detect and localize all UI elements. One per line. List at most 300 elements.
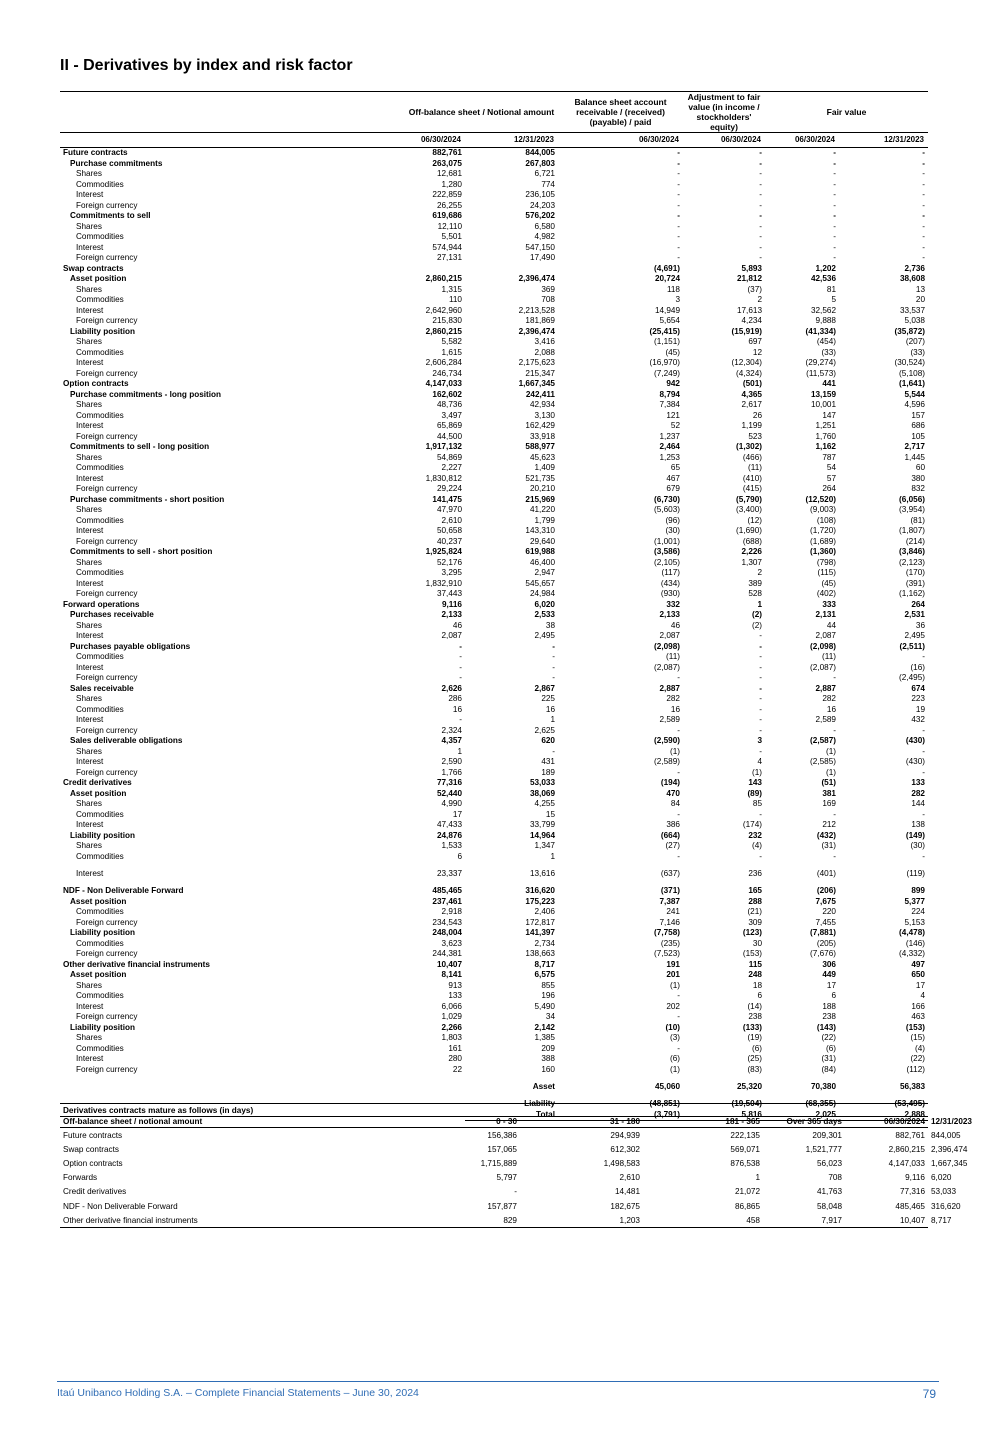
cell-value: -: [677, 991, 680, 1000]
row-label: Asset position: [70, 896, 127, 906]
cell-value: 1,280: [441, 179, 462, 189]
row-label: Interest: [76, 358, 104, 367]
cell-value: -: [759, 673, 762, 682]
cell-value: (410): [742, 473, 762, 483]
cell-value: 306: [822, 959, 836, 969]
row-label: Asset position: [70, 970, 127, 979]
maturity-row: Swap contracts 157,065 612,302 569,071 1,521,777 2,860,215 2,396,474: [60, 1142, 928, 1156]
cell-value: 1,760: [815, 431, 836, 441]
cell-value: 2,087: [659, 631, 680, 640]
cell-value: 30: [752, 938, 762, 948]
cell-value: 23,337: [436, 869, 462, 878]
maturity-value: 7,917: [763, 1213, 845, 1228]
cell-value: 2,227: [441, 463, 462, 472]
row-label: Commodities: [76, 463, 124, 472]
cell-value: (4): [751, 841, 762, 850]
cell-value: 5,582: [441, 337, 462, 346]
cell-value: 4,596: [904, 400, 925, 409]
row-label: NDF - Non Deliverable Forward: [63, 886, 184, 895]
cell-value: 2,867: [534, 683, 555, 693]
cell-value: (391): [905, 578, 925, 588]
cell-value: -: [759, 809, 762, 819]
cell-value: -: [833, 200, 836, 210]
cell-value: 263,075: [432, 158, 462, 168]
cell-value: 12: [752, 347, 762, 357]
cell-value: 133: [911, 778, 925, 787]
cell-value: 2,642,960: [425, 305, 462, 315]
cell-value: -: [833, 190, 836, 199]
cell-value: (1): [825, 746, 836, 756]
total-value: 25,320: [736, 1082, 762, 1091]
maturity-value: 157,065: [487, 1144, 517, 1154]
cell-value: 181,869: [525, 316, 555, 325]
cell-value: 4,365: [741, 389, 762, 399]
cell-value: 5,501: [441, 232, 462, 241]
cell-value: (170): [905, 568, 925, 577]
cell-value: 463: [911, 1012, 925, 1021]
cell-value: (637): [660, 869, 680, 878]
cell-value: -: [759, 641, 762, 651]
cell-value: 832: [911, 484, 925, 493]
cell-value: 388: [541, 1054, 555, 1063]
cell-value: 244,381: [432, 949, 462, 958]
cell-value: 497: [911, 959, 925, 969]
cell-value: (84): [821, 1064, 836, 1074]
cell-value: [405, 264, 465, 275]
row-label: Commodities: [76, 179, 124, 189]
cell-value: (415): [742, 484, 762, 493]
total-value: (48,851): [649, 1099, 680, 1108]
cell-value: 1,832,910: [425, 578, 462, 588]
cell-value: 46: [670, 620, 680, 630]
cell-value: (83): [747, 1064, 762, 1074]
cell-value: -: [922, 253, 925, 262]
cell-value: -: [759, 631, 762, 640]
row-label: Commodities: [76, 652, 124, 661]
table-row: [60, 960, 928, 971]
cell-value: 16: [545, 704, 555, 714]
cell-value: 697: [748, 337, 762, 346]
cell-value: 2,142: [534, 1022, 555, 1032]
header-notional: Off-balance sheet / Notional amount: [405, 92, 558, 133]
table-row: [60, 810, 928, 821]
row-label: Interest: [76, 242, 104, 252]
cell-value: -: [759, 232, 762, 241]
row-label: Commodities: [76, 907, 124, 916]
header-date: 12/31/2023: [839, 133, 928, 148]
cell-value: (6): [669, 1054, 680, 1063]
table-row: [60, 558, 928, 569]
cell-value: 280: [448, 1054, 462, 1063]
table-row: [60, 505, 928, 516]
total-label: Asset: [532, 1082, 555, 1091]
cell-value: -: [552, 652, 555, 661]
cell-value: 242,411: [525, 389, 555, 399]
cell-value: 2,495: [534, 631, 555, 640]
cell-value: 2,087: [815, 631, 836, 640]
table-row: [60, 337, 928, 348]
table-row: [60, 421, 928, 432]
cell-value: -: [759, 851, 762, 861]
cell-value: 264: [911, 599, 925, 609]
maturity-value: 4,147,033: [888, 1158, 925, 1168]
cell-value: (81): [910, 515, 925, 525]
cell-value: (133): [742, 1022, 762, 1032]
cell-value: 432: [911, 715, 925, 724]
cell-value: 24,984: [529, 589, 555, 598]
cell-value: (3,846): [899, 547, 925, 556]
cell-value: 81: [826, 284, 836, 294]
cell-value: (146): [905, 938, 925, 948]
cell-value: 45,623: [529, 452, 555, 462]
row-label: Shares: [76, 620, 102, 630]
row-label: Asset position: [70, 274, 127, 283]
cell-value: -: [459, 715, 462, 724]
cell-value: -: [459, 662, 462, 672]
cell-value: 38,608: [899, 274, 925, 283]
total-value: (3,791): [558, 1110, 683, 1121]
cell-value: -: [922, 767, 925, 777]
cell-value: 34: [545, 1012, 555, 1021]
cell-value: 22: [452, 1064, 462, 1074]
maturity-value: 9,116: [905, 1173, 925, 1183]
cell-value: (2,587): [810, 736, 836, 745]
table-row: [60, 348, 928, 359]
cell-value: 2,213,528: [518, 305, 555, 315]
cell-value: 54,869: [436, 452, 462, 462]
row-label: Liability position: [70, 830, 136, 840]
cell-value: 33,918: [529, 431, 555, 441]
cell-value: 2,947: [534, 568, 555, 577]
cell-value: 14,964: [529, 830, 555, 840]
maturity-value: 182,675: [610, 1201, 640, 1211]
cell-value: (6,730): [654, 494, 680, 504]
cell-value: (35,872): [894, 326, 925, 336]
cell-value: (454): [816, 337, 836, 346]
cell-value: 1,307: [741, 557, 762, 567]
maturity-label: Forwards: [63, 1173, 98, 1183]
cell-value: -: [833, 673, 836, 682]
cell-value: -: [677, 190, 680, 199]
cell-value: (16): [910, 662, 925, 672]
maturity-caption: Derivatives contracts mature as follows (in days): [60, 1104, 928, 1117]
cell-value: (1,690): [736, 526, 762, 535]
cell-value: 29,640: [529, 536, 555, 546]
cell-value: (2,511): [899, 641, 925, 651]
total-row: [60, 1075, 928, 1099]
cell-value: -: [833, 158, 836, 168]
cell-value: 844,005: [525, 148, 555, 157]
table-row: [60, 516, 928, 527]
cell-value: 133: [448, 991, 462, 1000]
row-label: Shares: [76, 746, 102, 756]
cell-value: 17: [452, 809, 462, 819]
row-label: Future contracts: [63, 148, 128, 157]
cell-value: 574,944: [432, 242, 462, 252]
row-label: Commitments to sell - long position: [70, 442, 210, 451]
cell-value: (5,603): [654, 505, 680, 514]
cell-value: -: [833, 221, 836, 231]
cell-value: 77,316: [436, 778, 462, 787]
row-label: Purchases receivable: [70, 610, 154, 619]
cell-value: (430): [905, 757, 925, 766]
cell-value: 1,799: [534, 515, 555, 525]
row-label: Shares: [76, 400, 102, 409]
cell-value: 2,610: [441, 515, 462, 525]
cell-value: 1,251: [815, 421, 836, 430]
cell-value: 162,602: [432, 389, 462, 399]
cell-value: 2,175,623: [518, 358, 555, 367]
maturity-value: 294,939: [610, 1130, 640, 1140]
table-row: [60, 1033, 928, 1044]
cell-value: (119): [906, 869, 925, 878]
cell-value: -: [922, 158, 925, 168]
cell-value: (434): [660, 578, 680, 588]
table-row: [60, 295, 928, 306]
cell-value: 223: [911, 694, 925, 703]
cell-value: 215,347: [525, 368, 555, 378]
cell-value: (5,790): [736, 494, 762, 504]
cell-value: 6: [831, 991, 836, 1000]
table-row: [60, 600, 928, 611]
cell-value: 9,888: [815, 316, 836, 325]
row-label: Commodities: [76, 1043, 124, 1053]
cell-value: 8,794: [659, 389, 680, 399]
cell-value: 619,988: [525, 547, 555, 556]
cell-value: -: [922, 148, 925, 157]
cell-value: 238: [822, 1012, 836, 1021]
cell-value: 282: [911, 788, 925, 798]
cell-value: (2,590): [654, 736, 680, 745]
cell-value: 1,162: [815, 442, 836, 451]
table-row: [60, 897, 928, 908]
maturity-header: Over 365 days: [763, 1117, 845, 1128]
table-row: [60, 390, 928, 401]
cell-value: -: [833, 253, 836, 262]
cell-value: (1,720): [810, 526, 836, 535]
cell-value: -: [759, 148, 762, 157]
table-row: [60, 526, 928, 537]
cell-value: 1,667,345: [518, 379, 555, 388]
table-row: [60, 642, 928, 653]
cell-value: 2,589: [659, 715, 680, 724]
cell-value: (12,520): [805, 494, 836, 504]
cell-value: 2,589: [815, 715, 836, 724]
cell-value: (15): [910, 1033, 925, 1042]
header-blank: [60, 133, 405, 148]
cell-value: -: [922, 809, 925, 819]
maturity-row: Future contracts 156,386 294,939 222,135 209,301 882,761 844,005: [60, 1128, 928, 1143]
total-value: 70,380: [810, 1082, 836, 1091]
cell-value: -: [759, 704, 762, 714]
table-row: [60, 799, 928, 810]
cell-value: -: [759, 746, 762, 756]
cell-value: 37,443: [436, 589, 462, 598]
cell-value: 3: [675, 295, 680, 304]
cell-value: 175,223: [525, 896, 555, 906]
row-label: Interest: [76, 1001, 104, 1011]
maturity-value: 10,407: [845, 1213, 928, 1228]
table-row: [60, 463, 928, 474]
table-row: [60, 768, 928, 779]
cell-value: 29,224: [436, 484, 462, 493]
cell-value: 4,255: [534, 799, 555, 808]
cell-value: 209: [541, 1043, 555, 1053]
row-label: Foreign currency: [76, 917, 138, 927]
table-row: [60, 778, 928, 789]
maturity-value: 156,386: [487, 1130, 517, 1140]
cell-value: 288: [748, 896, 762, 906]
cell-value: -: [759, 253, 762, 262]
maturity-value: 1,498,583: [603, 1158, 640, 1168]
cell-value: -: [922, 211, 925, 220]
cell-value: -: [759, 221, 762, 231]
cell-value: (1,689): [810, 536, 836, 546]
row-label: Swap contracts: [63, 263, 124, 273]
cell-value: -: [833, 179, 836, 189]
table-row: [60, 1065, 928, 1076]
cell-value: 10,407: [436, 959, 462, 969]
cell-value: 381: [822, 788, 836, 798]
cell-value: (51): [821, 778, 836, 787]
row-label: Shares: [76, 337, 102, 346]
cell-value: -: [759, 715, 762, 724]
maturity-value: 708: [828, 1173, 842, 1183]
cell-value: 2,495: [904, 631, 925, 640]
cell-value: 3,130: [534, 410, 555, 420]
cell-value: (7,249): [654, 368, 680, 378]
table-row: [60, 726, 928, 737]
cell-value: 196: [541, 991, 555, 1000]
cell-value: -: [552, 746, 555, 756]
cell-value: 17: [826, 980, 836, 990]
table-row: [60, 1044, 928, 1055]
cell-value: 708: [541, 295, 555, 304]
cell-value: 17,613: [736, 305, 762, 315]
cell-value: 141,397: [525, 928, 555, 937]
cell-value: (33): [910, 347, 925, 357]
cell-value: -: [922, 169, 925, 178]
row-label: Liability position: [70, 1022, 136, 1032]
cell-value: 15: [545, 809, 555, 819]
cell-value: -: [677, 1012, 680, 1021]
cell-value: (21): [747, 907, 762, 916]
table-row: [60, 715, 928, 726]
cell-value: (6): [751, 1043, 762, 1053]
row-label: Purchase commitments: [70, 158, 163, 168]
cell-value: 2,590: [441, 757, 462, 766]
cell-value: -: [677, 253, 680, 262]
row-label: Interest: [76, 631, 104, 640]
cell-value: 1,409: [534, 463, 555, 472]
cell-value: (31): [821, 841, 836, 850]
cell-value: (31): [821, 1054, 836, 1063]
cell-value: -: [922, 652, 925, 661]
cell-value: 523: [748, 431, 762, 441]
table-row: [60, 949, 928, 960]
cell-value: -: [677, 767, 680, 777]
cell-value: (15,919): [731, 326, 762, 336]
cell-value: (16,970): [649, 358, 680, 367]
row-label: Shares: [76, 980, 102, 990]
cell-value: (235): [660, 938, 680, 948]
cell-value: 215,969: [525, 494, 555, 504]
cell-value: 162,429: [525, 421, 555, 430]
cell-value: 6,575: [534, 970, 555, 979]
cell-value: 85: [752, 799, 762, 808]
cell-value: 1,199: [741, 421, 762, 430]
row-label: Commodities: [76, 851, 124, 861]
cell-value: 686: [911, 421, 925, 430]
cell-value: -: [677, 211, 680, 220]
cell-value: -: [677, 242, 680, 252]
cell-value: 5,893: [741, 263, 762, 273]
table-row: [60, 190, 928, 201]
cell-value: 241: [666, 907, 680, 916]
cell-value: -: [759, 158, 762, 168]
cell-value: 44: [826, 620, 836, 630]
cell-value: 212: [822, 820, 836, 829]
maturity-value: 876,538: [730, 1158, 760, 1168]
maturity-value: 21,072: [734, 1187, 760, 1197]
cell-value: -: [759, 683, 762, 693]
row-label: Liability position: [70, 928, 136, 937]
row-label: Foreign currency: [76, 725, 138, 735]
cell-value: -: [922, 221, 925, 231]
cell-value: 1,315: [441, 284, 462, 294]
cell-value: (930): [660, 589, 680, 598]
cell-value: -: [759, 169, 762, 178]
table-row: [60, 928, 928, 939]
cell-value: (2,123): [899, 557, 925, 567]
cell-value: 2,531: [904, 610, 925, 619]
cell-value: 1,803: [441, 1033, 462, 1042]
total-label: Total: [465, 1110, 558, 1121]
cell-value: 2,625: [534, 725, 555, 735]
cell-value: (207): [905, 337, 925, 346]
cell-value: (1): [751, 767, 762, 777]
table-row: [60, 274, 928, 285]
cell-value: 143: [748, 778, 762, 787]
row-label: Foreign currency: [76, 316, 138, 325]
maturity-header: 06/30/2024: [845, 1117, 928, 1128]
cell-value: 1,615: [441, 347, 462, 357]
row-label: Foreign currency: [76, 589, 138, 598]
cell-value: 3,623: [441, 938, 462, 948]
header-date: 12/31/2023: [465, 133, 558, 148]
cell-value: (2,087): [654, 662, 680, 672]
cell-value: 12,681: [436, 169, 462, 178]
cell-value: 6,721: [534, 169, 555, 178]
cell-value: 449: [822, 970, 836, 979]
table-row: [60, 547, 928, 558]
cell-value: 52,440: [436, 788, 462, 798]
cell-value: (10): [665, 1022, 680, 1032]
cell-value: 165: [748, 886, 762, 895]
table-row: [60, 316, 928, 327]
cell-value: 5,153: [904, 917, 925, 927]
table-row: [60, 1023, 928, 1034]
row-label: Shares: [76, 557, 102, 567]
cell-value: 5,490: [534, 1001, 555, 1011]
cell-value: 40,237: [436, 536, 462, 546]
cell-value: 545,657: [525, 578, 555, 588]
cell-value: 224: [911, 907, 925, 916]
cell-value: 26,255: [436, 200, 462, 210]
cell-value: 248,004: [432, 928, 462, 937]
row-label: Shares: [76, 221, 102, 231]
cell-value: 144: [911, 799, 925, 808]
